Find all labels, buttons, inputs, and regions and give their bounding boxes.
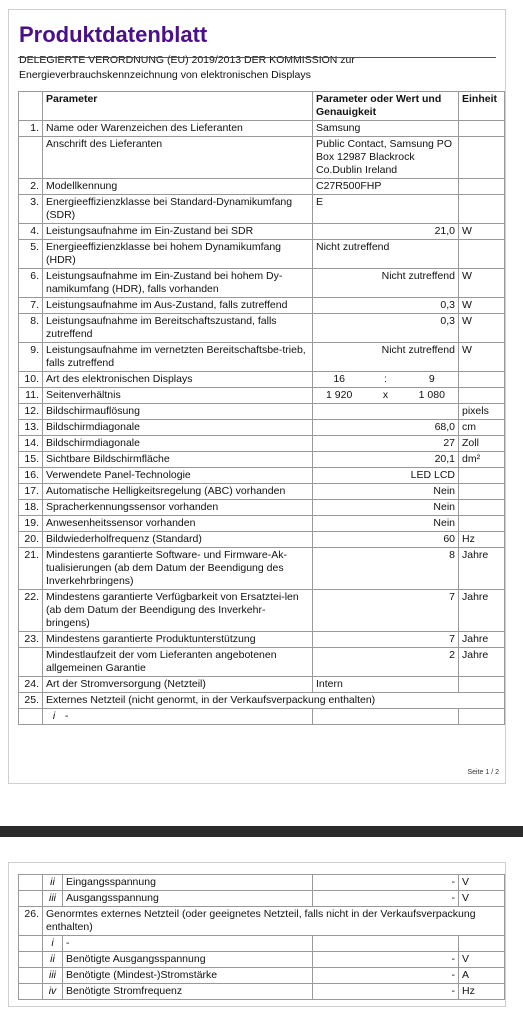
sub-value: [313, 936, 459, 952]
row-number: 22.: [19, 590, 43, 632]
page-1: [8, 9, 506, 784]
row-unit: [459, 500, 505, 516]
sub-unit: [459, 936, 505, 952]
sub-unit: Hz: [459, 984, 505, 1000]
row-value: 7: [313, 632, 459, 648]
row-unit: [459, 484, 505, 500]
row-number: 3.: [19, 195, 43, 224]
document-title: Produktdatenblatt: [19, 22, 208, 47]
row-parameter: Bildwiederholfrequenz (Standard): [43, 532, 313, 548]
row-parameter: Name oder Warenzeichen des Lieferanten: [43, 121, 313, 137]
sub-value: -: [313, 968, 459, 984]
table-subrow: [19, 984, 505, 1000]
row-value: 8: [313, 548, 459, 590]
row-value: 2: [313, 648, 459, 677]
row-number: [19, 137, 43, 179]
table-subrow: [19, 875, 505, 891]
product-data-table-continued: [18, 874, 505, 1000]
row-unit: Jahre: [459, 590, 505, 632]
table-row: [19, 648, 505, 677]
row-unit: [459, 372, 505, 388]
table-row: [19, 179, 505, 195]
table-row: [19, 484, 505, 500]
row-unit: Hz: [459, 532, 505, 548]
table-row: [19, 224, 505, 240]
row-value: Nein: [313, 484, 459, 500]
row-value: 27: [313, 436, 459, 452]
sub-empty: [19, 891, 43, 907]
table-subrow: [19, 936, 505, 952]
table-row: [19, 452, 505, 468]
row-parameter: Leistungsaufnahme im Ein-Zustand bei SDR: [43, 224, 313, 240]
row-unit: [459, 121, 505, 137]
row-value: 60: [313, 532, 459, 548]
row-parameter: Mindestens garantierte Produktunterstützung: [43, 632, 313, 648]
row-number: 17.: [19, 484, 43, 500]
table-row: [19, 500, 505, 516]
aspect-b: 9: [428, 373, 435, 385]
row-unit: Jahre: [459, 632, 505, 648]
row-number: 5.: [19, 240, 43, 269]
row-value: Nein: [313, 516, 459, 532]
sub-empty: [19, 968, 43, 984]
table-row: [19, 677, 505, 693]
row-number: 23.: [19, 632, 43, 648]
row-unit: W: [459, 343, 505, 372]
sub-index: i: [52, 710, 56, 722]
row-parameter: Anschrift des Lieferanten: [43, 137, 313, 179]
row-unit: [459, 677, 505, 693]
row-number: 26.: [19, 907, 43, 936]
table-row: [19, 436, 505, 452]
sub-value: -: [313, 952, 459, 968]
row-parameter: Seitenverhältnis: [43, 388, 313, 404]
row-value: Intern: [313, 677, 459, 693]
table-row: [19, 532, 505, 548]
row-number: 21.: [19, 548, 43, 590]
table-subrow: [19, 891, 505, 907]
sub-value: [313, 709, 459, 725]
sub-unit: A: [459, 968, 505, 984]
row-value: C27R500FHP: [313, 179, 459, 195]
row-parameter: Anwesenheitssensor vorhanden: [43, 516, 313, 532]
row-parameter: Modellkennung: [43, 179, 313, 195]
sub-unit: V: [459, 952, 505, 968]
row-parameter: Verwendete Panel-Technologie: [43, 468, 313, 484]
table-row: [19, 137, 505, 179]
sub-label: Benötigte (Mindest-)Stromstärke: [63, 968, 313, 984]
row-unit: Jahre: [459, 548, 505, 590]
row-number: 13.: [19, 420, 43, 436]
page-divider: [0, 826, 523, 837]
table-row: [19, 907, 505, 936]
row-unit: [459, 468, 505, 484]
row-parameter: Externes Netzteil (nicht genormt, in der Verkaufsverpackung enthalten): [43, 693, 505, 709]
row-number: 11.: [19, 388, 43, 404]
sub-empty: [19, 709, 43, 725]
aspect-a: 16: [333, 373, 345, 385]
title-rule: [18, 57, 496, 58]
row-number: 9.: [19, 343, 43, 372]
row-number: 2.: [19, 179, 43, 195]
row-number: 4.: [19, 224, 43, 240]
row-unit: [459, 388, 505, 404]
row-parameter: Genormtes externes Netzteil (oder geeignetes Netzteil, falls nicht in der Verkaufsverpackung enthalten): [43, 907, 505, 936]
table-row: [19, 516, 505, 532]
table-row: [19, 404, 505, 420]
sub-index: iv: [43, 984, 63, 1000]
row-parameter: Art der Stromversorgung (Netzteil): [43, 677, 313, 693]
table-row: [19, 121, 505, 137]
sub-value: -: [313, 984, 459, 1000]
sub-label: Eingangsspannung: [63, 875, 313, 891]
table-row: [19, 468, 505, 484]
table-row: [19, 298, 505, 314]
header-value: Parameter oder Wert und Genauigkeit: [313, 92, 459, 121]
sub-label: Ausgangsspannung: [63, 891, 313, 907]
sub-empty: [19, 952, 43, 968]
row-number: 8.: [19, 314, 43, 343]
table-row: [19, 240, 505, 269]
subtitle-line-1: DELEGIERTE VERORDNUNG (EU) 2019/2013 DER KOMMISSION zur: [19, 54, 355, 66]
subtitle-line-2: Energieverbrauchskennzeichnung von elektronischen Displays: [19, 69, 311, 81]
sub-empty: [19, 984, 43, 1000]
row-value: Public Contact, Samsung PO Box 12987 Blackrock Co.Dublin Ireland: [313, 137, 459, 179]
row-unit: [459, 179, 505, 195]
sub-unit: V: [459, 875, 505, 891]
row-parameter: Energieeffizienzklasse bei Standard-Dynamikumfang (SDR): [43, 195, 313, 224]
row-value: 21,0: [313, 224, 459, 240]
row-unit: dm²: [459, 452, 505, 468]
table-row: [19, 343, 505, 372]
sub-label: -: [64, 710, 69, 722]
table-row: [19, 388, 505, 404]
row-parameter: Energieeffizienzklasse bei hohem Dynamikumfang (HDR): [43, 240, 313, 269]
page-number: Seite 1 / 2: [467, 769, 499, 776]
row-unit: W: [459, 314, 505, 343]
row-parameter: Bildschirmdiagonale: [43, 420, 313, 436]
sub-empty: [19, 875, 43, 891]
table-row: [19, 693, 505, 709]
sub-unit: [459, 709, 505, 725]
row-number: 25.: [19, 693, 43, 709]
row-number: 16.: [19, 468, 43, 484]
row-unit: Zoll: [459, 436, 505, 452]
row-parameter: Leistungsaufnahme im Ein-Zustand bei hohem Dy-namikumfang (HDR), falls vorhanden: [43, 269, 313, 298]
sub-empty: [19, 936, 43, 952]
row-value: Nicht zutreffend: [313, 343, 459, 372]
row-number: [19, 648, 43, 677]
sub-label: Benötigte Ausgangsspannung: [63, 952, 313, 968]
row-value-resolution: [313, 388, 459, 404]
row-number: 15.: [19, 452, 43, 468]
row-number: 19.: [19, 516, 43, 532]
row-parameter: Bildschirmauflösung: [43, 404, 313, 420]
row-unit: W: [459, 269, 505, 298]
resolution-sep: x: [382, 389, 389, 401]
row-value: 20,1: [313, 452, 459, 468]
row-number: 7.: [19, 298, 43, 314]
row-value: 0,3: [313, 298, 459, 314]
row-number: 1.: [19, 121, 43, 137]
table-row: [19, 195, 505, 224]
table-subrow: [19, 952, 505, 968]
row-unit: Jahre: [459, 648, 505, 677]
aspect-sep: :: [384, 373, 387, 385]
row-number: 6.: [19, 269, 43, 298]
table-row: [19, 269, 505, 298]
row-unit: W: [459, 298, 505, 314]
row-parameter: Mindestens garantierte Software- und Firmware-Ak-tualisierungen (ab dem Datum der Beendigung des Inverkehrbringens): [43, 548, 313, 590]
table-row: [19, 314, 505, 343]
sub-index: i: [43, 936, 63, 952]
row-parameter: Automatische Helligkeitsregelung (ABC) vorhanden: [43, 484, 313, 500]
header-num: [19, 92, 43, 121]
sub-label: -: [63, 936, 313, 952]
sub-unit: V: [459, 891, 505, 907]
table-row: [19, 420, 505, 436]
sub-value: -: [313, 875, 459, 891]
table-row: [19, 590, 505, 632]
row-number: 14.: [19, 436, 43, 452]
header-parameter: Parameter: [43, 92, 313, 121]
row-unit: W: [459, 224, 505, 240]
row-parameter: Leistungsaufnahme im Aus-Zustand, falls zutreffend: [43, 298, 313, 314]
table-row: [19, 372, 505, 388]
row-value: LED LCD: [313, 468, 459, 484]
table-row: [19, 632, 505, 648]
table-header-row: [19, 92, 505, 121]
header-unit: Einheit: [459, 92, 505, 121]
sub-value: -: [313, 891, 459, 907]
product-data-table: [18, 91, 505, 725]
row-unit: [459, 240, 505, 269]
row-value: Nicht zutreffend: [313, 240, 459, 269]
row-value: 0,3: [313, 314, 459, 343]
row-value: 7: [313, 590, 459, 632]
sub-label: Benötigte Stromfrequenz: [63, 984, 313, 1000]
row-unit: [459, 137, 505, 179]
row-unit: [459, 516, 505, 532]
row-number: 12.: [19, 404, 43, 420]
row-parameter: Art des elektronischen Displays: [43, 372, 313, 388]
resolution-a: 1 920: [326, 389, 353, 401]
row-value: Nicht zutreffend: [313, 269, 459, 298]
row-unit: pixels: [459, 404, 505, 420]
row-unit: cm: [459, 420, 505, 436]
row-parameter: Mindestlaufzeit der vom Lieferanten angebotenen allgemeinen Garantie: [43, 648, 313, 677]
sub-parameter: [43, 709, 313, 725]
row-unit: [459, 195, 505, 224]
row-parameter: Bildschirmdiagonale: [43, 436, 313, 452]
row-parameter: Mindestens garantierte Verfügbarkeit von Ersatztei-len (ab dem Datum der Beendigung des Inverkehr-bringens): [43, 590, 313, 632]
row-number: 20.: [19, 532, 43, 548]
row-parameter: Spracherkennungssensor vorhanden: [43, 500, 313, 516]
table-subrow: [19, 709, 505, 725]
resolution-b: 1 080: [418, 389, 445, 401]
row-parameter: Leistungsaufnahme im Bereitschaftszustand, falls zutreffend: [43, 314, 313, 343]
row-parameter: Leistungsaufnahme im vernetzten Bereitschaftsbe-trieb, falls zutreffend: [43, 343, 313, 372]
row-number: 24.: [19, 677, 43, 693]
sub-index: ii: [43, 952, 63, 968]
row-value: [313, 404, 459, 420]
row-value-aspect: [313, 372, 459, 388]
row-value: Nein: [313, 500, 459, 516]
row-value: E: [313, 195, 459, 224]
row-value: Samsung: [313, 121, 459, 137]
page-2: [8, 862, 506, 1007]
sub-index: iii: [43, 968, 63, 984]
table-subrow: [19, 968, 505, 984]
table-row: [19, 548, 505, 590]
sub-index: iii: [43, 891, 63, 907]
sub-index: ii: [43, 875, 63, 891]
row-number: 10.: [19, 372, 43, 388]
row-number: 18.: [19, 500, 43, 516]
row-parameter: Sichtbare Bildschirmfläche: [43, 452, 313, 468]
row-value: 68,0: [313, 420, 459, 436]
